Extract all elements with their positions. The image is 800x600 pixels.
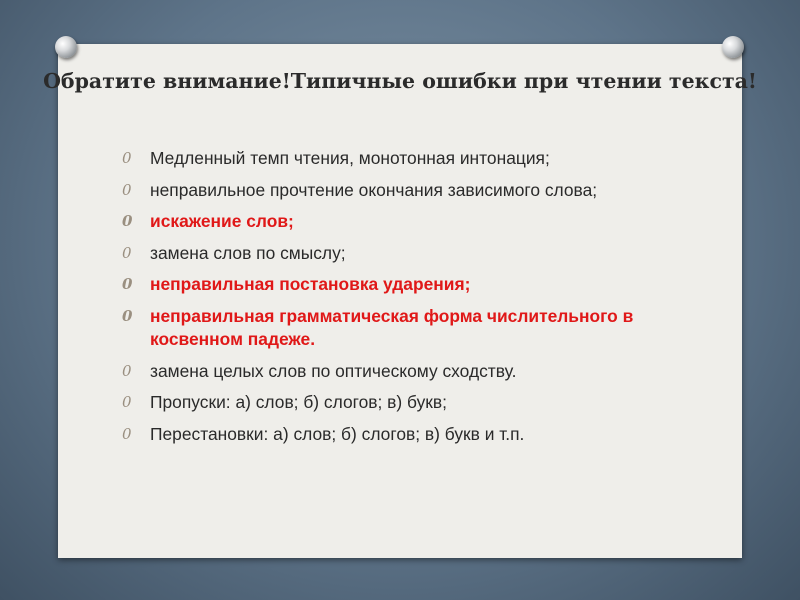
list-item-text: неправильная постановка ударения; bbox=[150, 274, 471, 294]
list-item-text: Пропуски: а) слов; б) слогов; в) букв; bbox=[150, 392, 447, 412]
list-item bbox=[120, 360, 680, 384]
bullet-icon: 0 bbox=[122, 275, 133, 293]
pushpin-icon bbox=[55, 36, 77, 58]
bullet-icon: 0 bbox=[122, 306, 133, 325]
list-item bbox=[120, 242, 680, 266]
list-item bbox=[120, 391, 680, 415]
list-item-text: замена целых слов по оптическому сходству. bbox=[150, 360, 517, 381]
list-item bbox=[120, 423, 680, 447]
bullet-icon: 0 bbox=[122, 212, 133, 230]
slide-title: Обратите внимание!Типичные ошибки при чтении текста! bbox=[43, 69, 757, 93]
bullet-icon: 0 bbox=[122, 361, 132, 380]
list-item bbox=[120, 210, 680, 234]
list-item bbox=[120, 147, 680, 171]
list-item-text: Перестановки: а) слов; б) слогов; в) букв и т.п. bbox=[150, 423, 525, 444]
list-item bbox=[120, 179, 680, 203]
pushpin-icon bbox=[722, 36, 744, 58]
list-item bbox=[120, 273, 680, 297]
error-list bbox=[120, 147, 680, 454]
list-item-text: неправильное прочтение окончания зависимого слова; bbox=[150, 179, 598, 200]
list-item-text: замена слов по смыслу; bbox=[150, 242, 346, 263]
list-item bbox=[120, 305, 680, 352]
bullet-icon: 0 bbox=[122, 393, 132, 411]
bullet-icon: 0 bbox=[122, 424, 132, 443]
list-item-text: неправильная грамматическая форма числительного в косвенном падеже. bbox=[150, 305, 634, 349]
bullet-icon: 0 bbox=[122, 149, 132, 167]
bullet-icon: 0 bbox=[122, 180, 132, 199]
list-item-text: Медленный темп чтения, монотонная интонация; bbox=[150, 148, 550, 168]
bullet-icon: 0 bbox=[122, 243, 132, 262]
list-item-text: искажение слов; bbox=[150, 211, 294, 231]
